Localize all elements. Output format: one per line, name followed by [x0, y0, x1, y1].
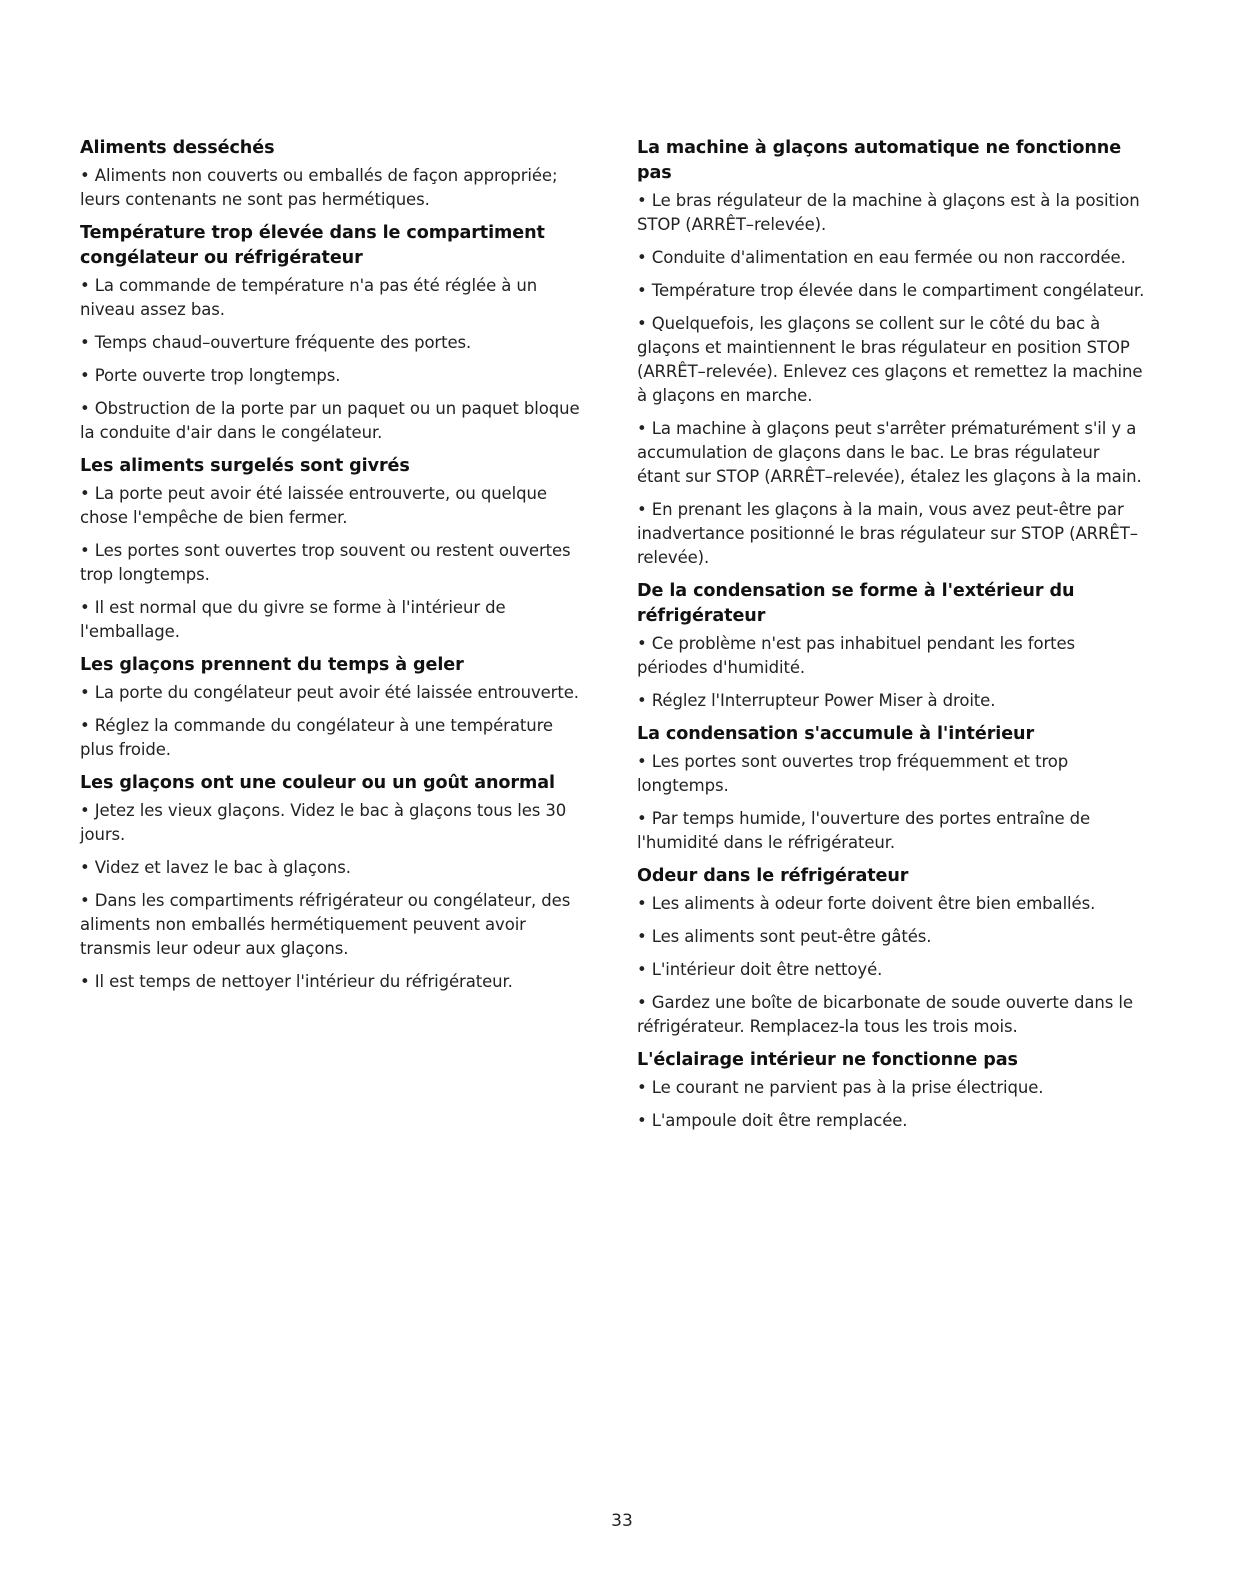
- section-temperature-too-high: [80, 221, 585, 445]
- bullet-item: • Aliments non couverts ou emballés de façon appropriée; leurs contenants ne sont pas hermétiques.: [80, 164, 585, 212]
- section-dried-food: [80, 136, 585, 212]
- bullet-item: • Les aliments à odeur forte doivent être bien emballés.: [637, 892, 1147, 916]
- section-heading: De la condensation se forme à l'extérieur du réfrigérateur: [637, 581, 1075, 626]
- bullet-item: • Il est temps de nettoyer l'intérieur du réfrigérateur.: [80, 970, 585, 994]
- section-heading: Les glaçons prennent du temps à geler: [80, 655, 464, 675]
- bullet-item: • Le bras régulateur de la machine à glaçons est à la position STOP (ARRÊT–relevée).: [637, 189, 1147, 237]
- bullet-item: • Par temps humide, l'ouverture des portes entraîne de l'humidité dans le réfrigérateur.: [637, 807, 1147, 855]
- bullet-item: • Température trop élevée dans le compartiment congélateur.: [637, 279, 1147, 303]
- bullet-item: • Quelquefois, les glaçons se collent sur le côté du bac à glaçons et maintiennent le bras régulateur en position STOP (ARRÊT–relevée). Enlevez ces glaçons et remettez la machine à glaçons en marche.: [637, 312, 1147, 408]
- section-interior-light: [637, 1048, 1147, 1133]
- bullet-item: • Dans les compartiments réfrigérateur ou congélateur, des aliments non emballés hermétiquement peuvent avoir transmis leur odeur aux glaçons.: [80, 889, 585, 961]
- bullet-item: • L'ampoule doit être remplacée.: [637, 1109, 1147, 1133]
- section-heading: L'éclairage intérieur ne fonctionne pas: [637, 1050, 1018, 1070]
- section-slow-ice: [80, 653, 585, 762]
- bullet-item: • Jetez les vieux glaçons. Videz le bac à glaçons tous les 30 jours.: [80, 799, 585, 847]
- section-ice-maker: [637, 136, 1147, 570]
- section-frosted-food: [80, 454, 585, 644]
- bullet-item: • Il est normal que du givre se forme à l'intérieur de l'emballage.: [80, 596, 585, 644]
- bullet-item: • La commande de température n'a pas été réglée à un niveau assez bas.: [80, 274, 585, 322]
- bullet-item: • Réglez l'Interrupteur Power Miser à droite.: [637, 689, 1147, 713]
- bullet-item: • Les portes sont ouvertes trop fréquemment et trop longtemps.: [637, 750, 1147, 798]
- bullet-list: [80, 681, 585, 762]
- bullet-item: • L'intérieur doit être nettoyé.: [637, 958, 1147, 982]
- section-ice-abnormal: [80, 771, 585, 994]
- bullet-list: [80, 482, 585, 644]
- bullet-item: • Réglez la commande du congélateur à une température plus froide.: [80, 714, 585, 762]
- section-odor: [637, 864, 1147, 1039]
- section-heading: Les glaçons ont une couleur ou un goût anormal: [80, 773, 555, 793]
- bullet-item: • Temps chaud–ouverture fréquente des portes.: [80, 331, 585, 355]
- page-number: 33: [611, 1511, 633, 1531]
- bullet-list: [637, 750, 1147, 855]
- left-column: [80, 136, 585, 1003]
- bullet-item: • La machine à glaçons peut s'arrêter prématurément s'il y a accumulation de glaçons dans le bac. Le bras régulateur étant sur STOP (ARRÊT–relevée), étalez les glaçons à la main.: [637, 417, 1147, 489]
- bullet-item: • Obstruction de la porte par un paquet ou un paquet bloque la conduite d'air dans le congélateur.: [80, 397, 585, 445]
- section-heading: Température trop élevée dans le compartiment congélateur ou réfrigérateur: [80, 223, 545, 268]
- section-exterior-condensation: [637, 579, 1147, 713]
- section-heading: Les aliments surgelés sont givrés: [80, 456, 410, 476]
- bullet-item: • Les aliments sont peut-être gâtés.: [637, 925, 1147, 949]
- bullet-item: • Videz et lavez le bac à glaçons.: [80, 856, 585, 880]
- bullet-list: [637, 632, 1147, 713]
- section-interior-condensation: [637, 722, 1147, 855]
- bullet-item: • La porte peut avoir été laissée entrouverte, ou quelque chose l'empêche de bien fermer.: [80, 482, 585, 530]
- bullet-list: [80, 164, 585, 212]
- section-heading: La condensation s'accumule à l'intérieur: [637, 724, 1035, 744]
- bullet-list: [80, 799, 585, 994]
- bullet-item: • En prenant les glaçons à la main, vous avez peut-être par inadvertance positionné le bras régulateur sur STOP (ARRÊT–relevée).: [637, 498, 1147, 570]
- right-column: [637, 136, 1147, 1142]
- section-heading: Odeur dans le réfrigérateur: [637, 866, 909, 886]
- bullet-item: • Les portes sont ouvertes trop souvent ou restent ouvertes trop longtemps.: [80, 539, 585, 587]
- bullet-item: • Gardez une boîte de bicarbonate de soude ouverte dans le réfrigérateur. Remplacez-la tous les trois mois.: [637, 991, 1147, 1039]
- bullet-item: • Ce problème n'est pas inhabituel pendant les fortes périodes d'humidité.: [637, 632, 1147, 680]
- bullet-list: [80, 274, 585, 445]
- bullet-item: • Le courant ne parvient pas à la prise électrique.: [637, 1076, 1147, 1100]
- bullet-list: [637, 1076, 1147, 1133]
- bullet-item: • Porte ouverte trop longtemps.: [80, 364, 585, 388]
- bullet-list: [637, 189, 1147, 570]
- section-heading: Aliments desséchés: [80, 138, 275, 158]
- bullet-item: • La porte du congélateur peut avoir été laissée entrouverte.: [80, 681, 585, 705]
- section-heading: La machine à glaçons automatique ne fonctionne pas: [637, 138, 1122, 183]
- bullet-item: • Conduite d'alimentation en eau fermée ou non raccordée.: [637, 246, 1147, 270]
- bullet-list: [637, 892, 1147, 1039]
